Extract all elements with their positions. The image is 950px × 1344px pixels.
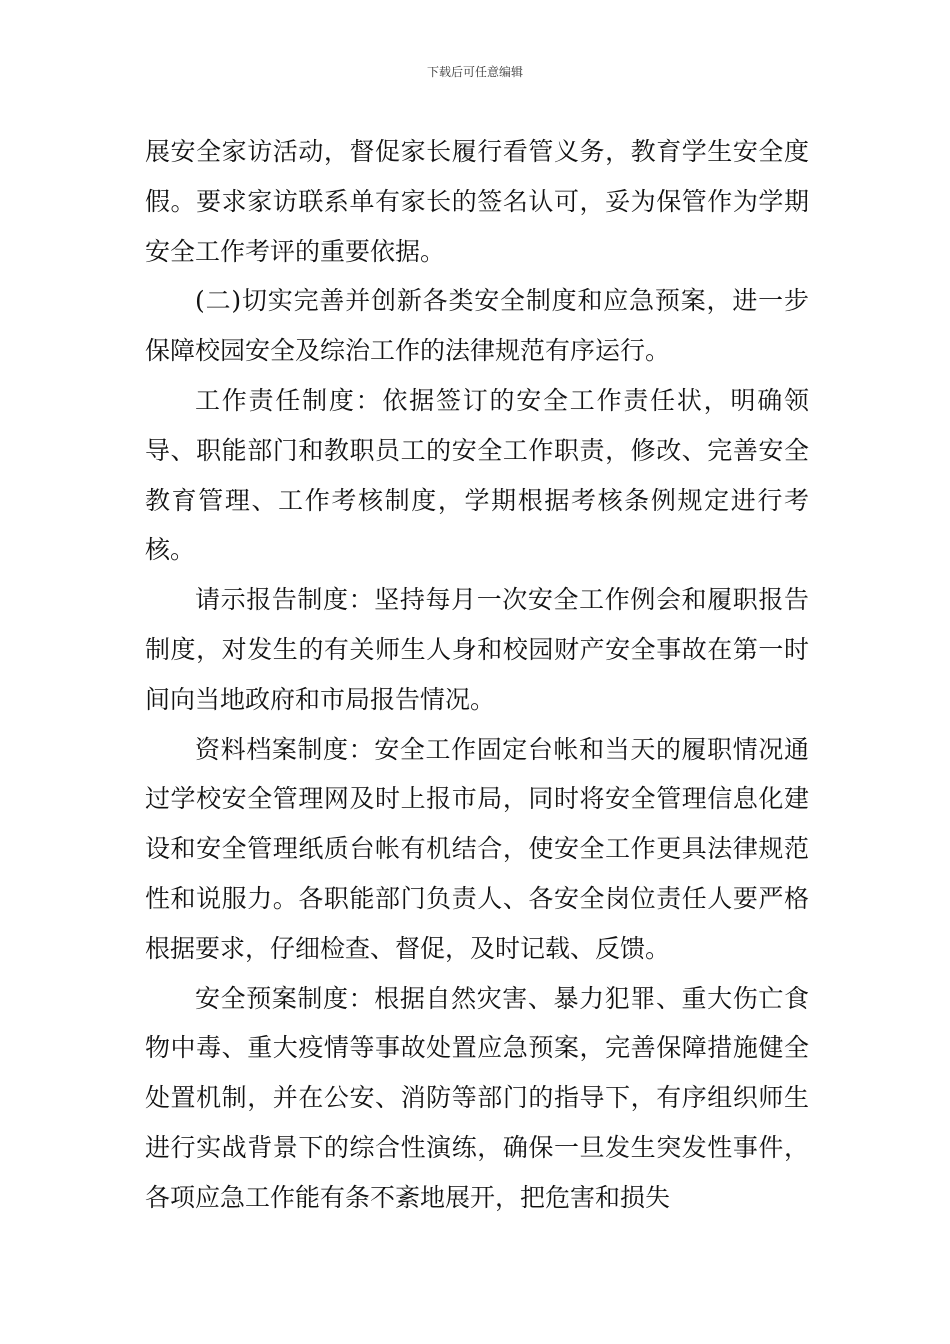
- paragraph-emergency-plan: 安全预案制度：根据自然灾害、暴力犯罪、重大伤亡食物中毒、重大疫情等事故处置应急预案，完善保障措施健全处置机制，并在公安、消防等部门的指导下，有序组织师生进行实战背景下的综合性演练，确保一旦发生突发性事件，各项应急工作能有条不紊地展开，把危害和损失: [145, 983, 809, 1212]
- page-header: 下载后可任意编辑: [426, 65, 523, 79]
- paragraph-work-responsibility: 工作责任制度：依据签订的安全工作责任状，明确领导、职能部门和教职员工的安全工作职责，修改、完善安全教育管理、工作考核制度，学期根据考核条例规定进行考核。: [145, 385, 809, 565]
- paragraph-archive-system: 资料档案制度：安全工作固定台帐和当天的履职情况通过学校安全管理网及时上报市局，同时将安全管理信息化建设和安全管理纸质台帐有机结合，使安全工作更具法律规范性和说服力。各职能部门负责人、各安全岗位责任人要严格根据要求，仔细检查、督促，及时记载、反馈。: [145, 734, 809, 963]
- paragraph-report-system: 请示报告制度：坚持每月一次安全工作例会和履职报告制度，对发生的有关师生人身和校园财产安全事故在第一时间向当地政府和市局报告情况。: [145, 585, 809, 714]
- paragraph-home-visit: 展安全家访活动，督促家长履行看管义务，教育学生安全度假。要求家访联系单有家长的签名认可，妥为保管作为学期安全工作考评的重要依据。: [145, 137, 809, 266]
- paragraph-section-two-heading: (二)切实完善并创新各类安全制度和应急预案，进一步保障校园安全及综治工作的法律规范有序运行。: [145, 286, 809, 366]
- document-body: [145, 127, 809, 1223]
